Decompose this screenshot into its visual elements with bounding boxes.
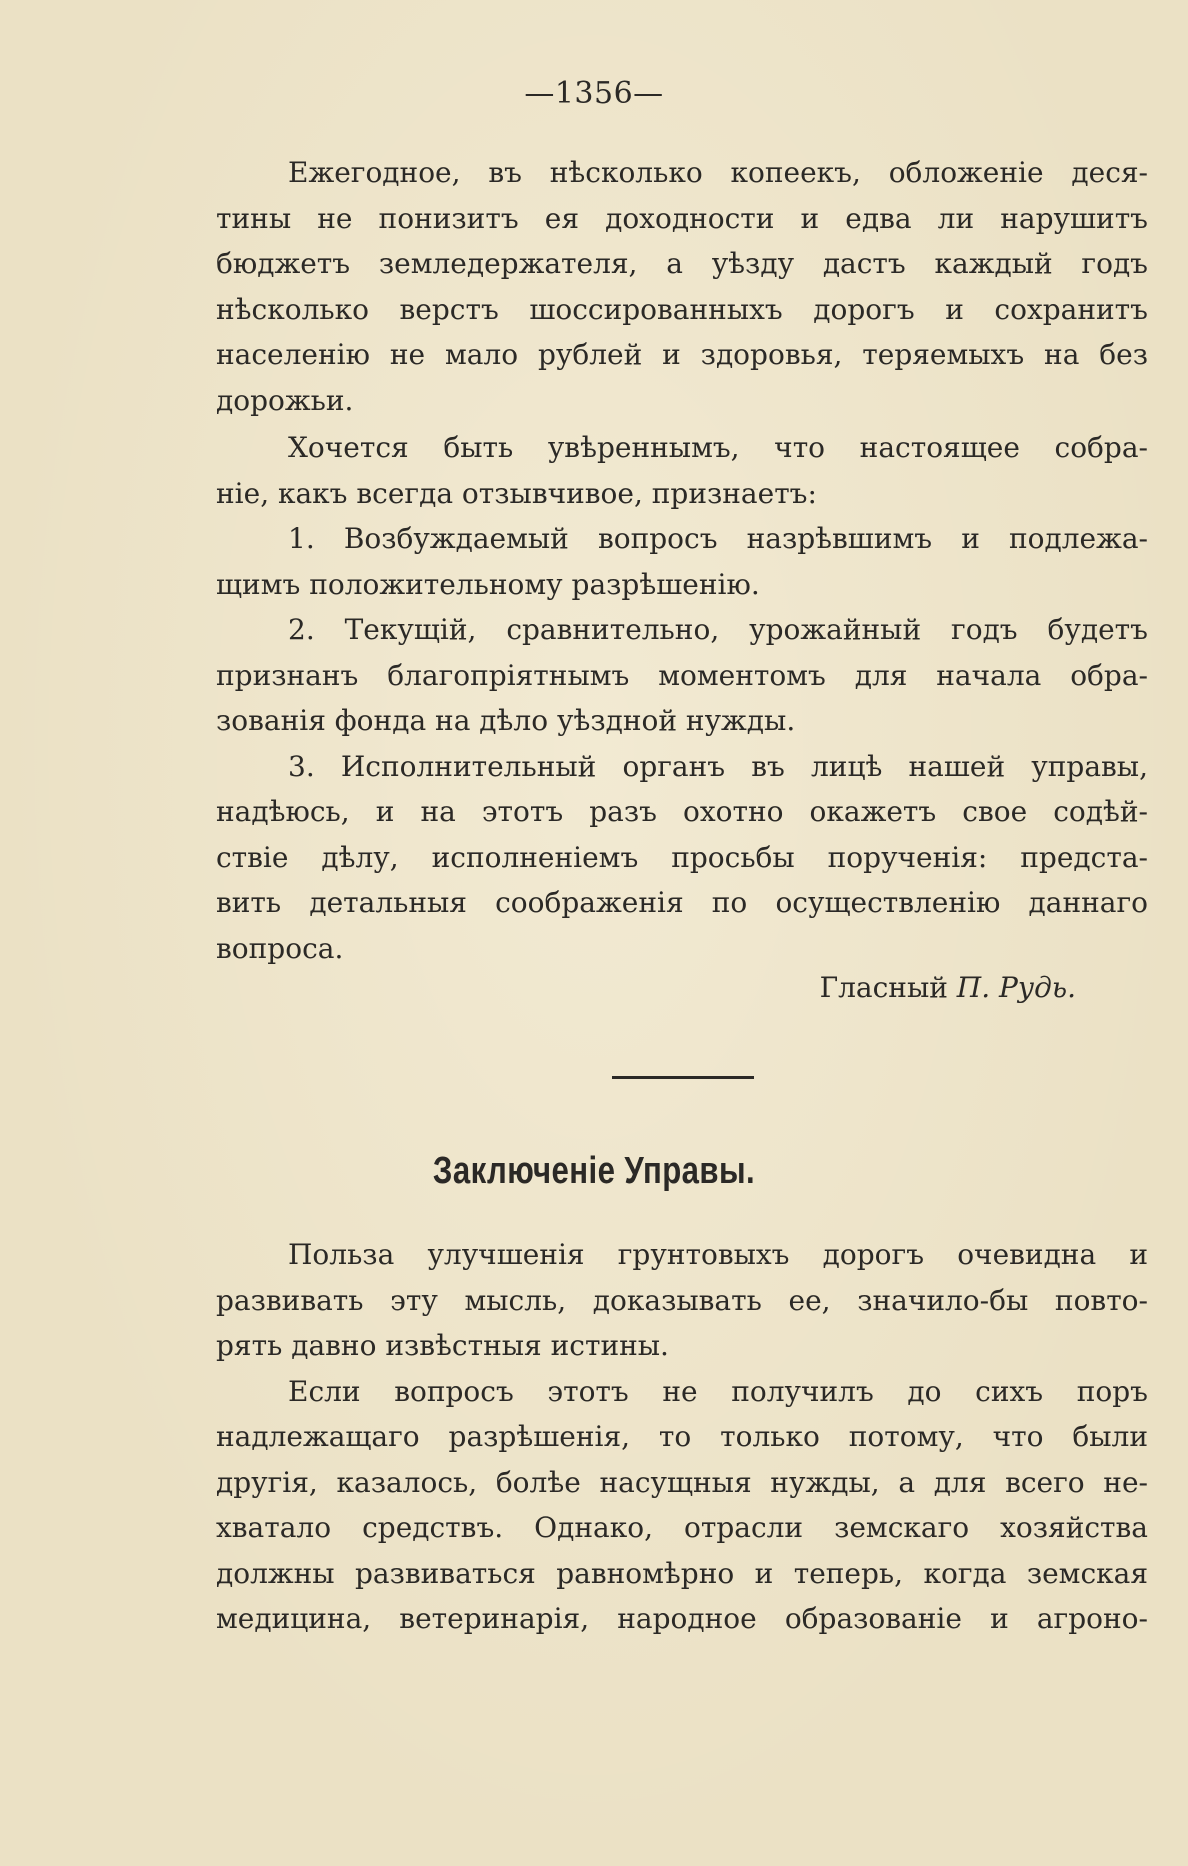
- text-line: другія, казалось, болѣе насущныя нужды, а для всего не-: [216, 1465, 1148, 1499]
- signature: [216, 965, 1148, 1011]
- list-item-1: 1. Возбуждаемый вопросъ назрѣвшимъ и подлежа-: [288, 522, 1148, 555]
- text-line: Хочется быть увѣреннымъ, что настоящее собра-: [288, 431, 1148, 464]
- paragraph-2: [216, 425, 1148, 971]
- text-line: хватало средствъ. Однако, отрасли земскаго хозяйства: [216, 1511, 1148, 1544]
- signature-role: Гласный: [819, 971, 948, 1004]
- text-line: населенію не мало рублей и здоровья, теряемыхъ на без: [216, 338, 1148, 371]
- text-line: Польза улучшенія грунтовыхъ дорогъ очевидна и: [288, 1238, 1148, 1271]
- text-line: Ежегодное, въ нѣсколько копеекъ, обложеніе деся-: [288, 156, 1148, 189]
- text-line: нѣсколько верстъ шоссированныхъ дорогъ и сохранитъ: [216, 292, 1148, 326]
- paragraph-3: [216, 1232, 1148, 1642]
- section-title: Заключеніе Управы.: [432, 1150, 756, 1192]
- list-item-3: 3. Исполнительный органъ въ лицѣ нашей управы,: [288, 749, 1148, 783]
- text-line: бюджетъ земледержателя, а уѣзду дастъ каждый годъ: [216, 247, 1148, 280]
- paragraph-1: [216, 150, 1148, 423]
- text-line: ствіе дѣлу, исполненіемъ просьбы порученія: предста-: [216, 840, 1148, 874]
- text-line: медицина, ветеринарія, народное образованіе и агроно-: [216, 1602, 1148, 1635]
- text-line: вить детальныя соображенія по осуществленію даннаго: [216, 886, 1148, 919]
- text-line: должны развиваться равномѣрно и теперь, когда земская: [216, 1556, 1148, 1590]
- text-line: щимъ положительному разрѣшенію.: [216, 567, 760, 601]
- text-line: ніе, какъ всегда отзывчивое, признаетъ:: [216, 476, 817, 510]
- text-line: рять давно извѣстныя истины.: [216, 1329, 669, 1362]
- text-line: надѣюсь, и на этотъ разъ охотно окажетъ свое содѣй-: [216, 795, 1148, 828]
- text-line: тины не понизитъ ея доходности и едва ли нарушитъ: [216, 201, 1148, 235]
- signature-name: П. Рудь.: [956, 971, 1076, 1004]
- list-item-2: 2. Текущій, сравнительно, урожайный годъ будетъ: [288, 613, 1148, 646]
- page-number: —1356—: [524, 76, 664, 111]
- text-line: признанъ благопріятнымъ моментомъ для начала обра-: [216, 658, 1148, 692]
- text-line: развивать эту мысль, доказывать ее, значило-бы повто-: [216, 1283, 1148, 1317]
- text-line: дорожьи.: [216, 383, 354, 417]
- text-line: надлежащаго разрѣшенія, то только потому, что были: [216, 1420, 1148, 1453]
- text-line: Если вопросъ этотъ не получилъ до сихъ поръ: [288, 1374, 1148, 1408]
- text-line: зованія фонда на дѣло уѣздной нужды.: [216, 704, 796, 737]
- text-line: вопроса.: [216, 931, 344, 965]
- section-divider: [612, 1076, 754, 1079]
